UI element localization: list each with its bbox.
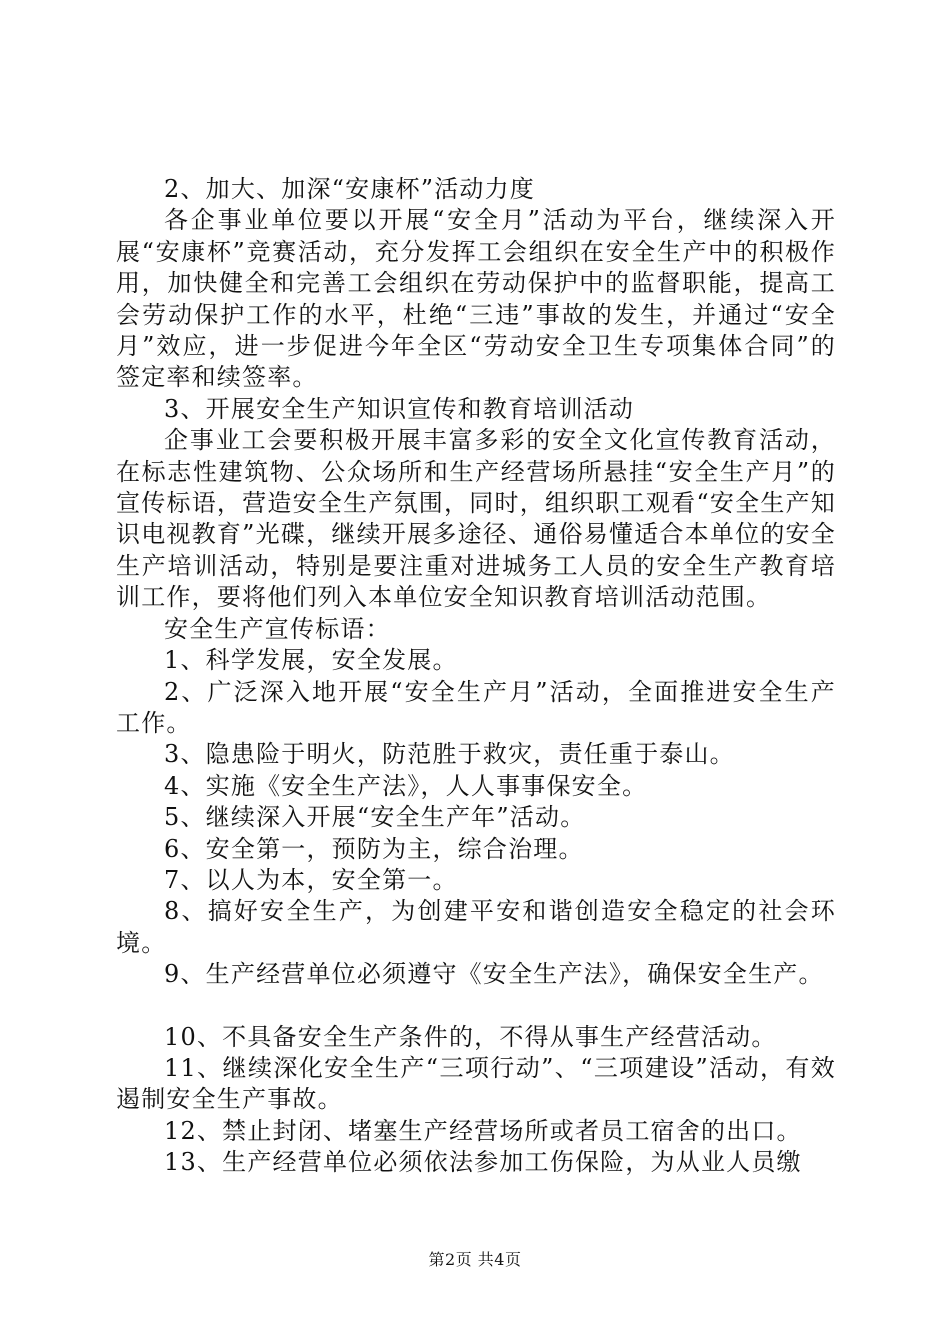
slogan-item: 10、不具备安全生产条件的，不得从事生产经营活动。 [164,1022,777,1051]
section-heading-2: 2、加大、加深“安康杯”活动力度 [164,175,536,203]
slogan-item: 7、以人为本，安全第一。 [164,865,458,894]
slogan-item: 6、安全第一，预防为主，综合治理。 [164,834,584,863]
slogan-item: 1、科学发展，安全发展。 [164,646,458,675]
slogan-item: 3、隐患险于明火，防范胜于救灾，责任重于泰山。 [164,740,735,769]
slogan-item: 2、广泛深入地开展“安全生产月”活动，全面推进安全生产工作。 [116,677,836,737]
slogan-item: 13、生产经营单位必须依法参加工伤保险，为从业人员缴 [164,1148,802,1177]
slogan-item: 11、继续深化安全生产“三项行动”、“三项建设”活动，有效遏制安全生产事故。 [116,1053,836,1114]
slogan-item: 8、搞好安全生产，为创建平安和谐创造安全稳定的社会环境。 [116,897,836,957]
slogan-item: 4、实施《安全生产法》，人人事事保安全。 [164,771,648,800]
slogans-heading: 安全生产宣传标语： [164,614,391,643]
page-number-footer: 第2页 共4页 [428,1250,522,1269]
section-heading-3: 3、开展安全生产知识宣传和教育培训活动 [164,394,635,423]
body-paragraph-ankangbei: 各企事业单位要以开展“安全月”活动为平台，继续深入开展“安康杯”竞赛活动，充分发挥工会组织在安全生产中的积极作用，加快健全和完善工会组织在劳动保护中的监督职能，提高工会劳动保护工作的水平，杜绝“三违”事故的发生，并通过“安全月”效应，进一步促进今年全区“劳动安全卫生专项集体合同”的签定率和续签率。 [116,206,836,392]
slogan-item: 12、禁止封闭、堵塞生产经营场所或者员工宿舍的出口。 [164,1116,802,1145]
slogan-item: 9、生产经营单位必须遵守《安全生产法》，确保安全生产。 [164,960,824,989]
document-body [116,174,836,1179]
body-paragraph-training: 企事业工会要积极开展丰富多彩的安全文化宣传教育活动，在标志性建筑物、公众场所和生产经营场所悬挂“安全生产月”的宣传标语，营造安全生产氛围，同时，组织职工观看“安全生产知识电视教育”光碟，继续开展多途径、通俗易懂适合本单位的安全生产培训活动，特别是要注重对进城务工人员的安全生产教育培训工作，要将他们列入本单位安全知识教育培训活动范围。 [116,426,836,612]
slogan-item: 5、继续深入开展“安全生产年”活动。 [164,803,586,832]
